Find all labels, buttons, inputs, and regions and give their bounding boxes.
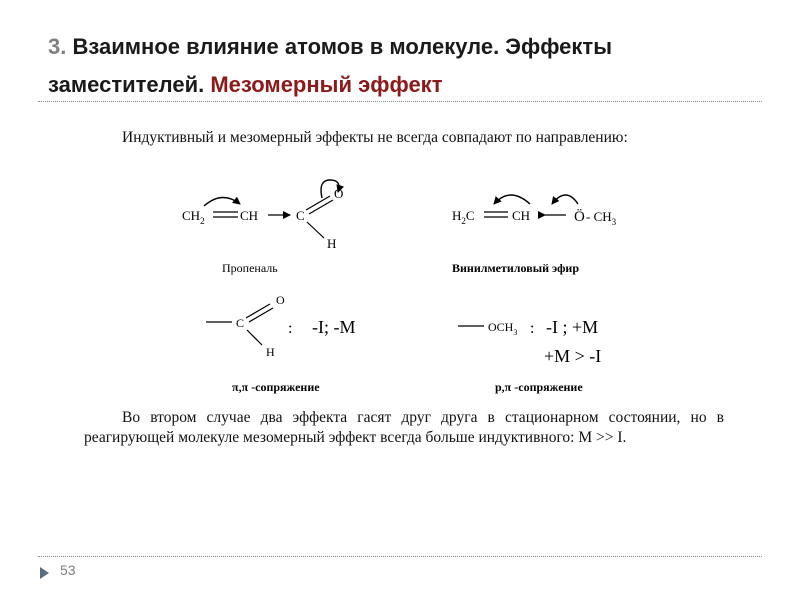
propenal-ch-bond xyxy=(307,222,324,238)
methoxy-caption: p,π -сопряжение xyxy=(495,380,583,394)
carbonyl-fragment xyxy=(206,293,356,394)
carbonyl-caption: π,π -сопряжение xyxy=(232,380,320,394)
methoxy-colon: : xyxy=(530,320,535,337)
title-text: Взаимное влияние атомов в молекуле. Эффекты заместителей. xyxy=(48,34,612,97)
vinyl-o-label: Ö xyxy=(574,209,585,225)
paragraph-intro: Индуктивный и мезомерный эффекты не всегда совпадают по направлению: xyxy=(122,129,628,146)
propenal-curved-arrow-1 xyxy=(204,197,240,206)
vinyl-ch3-label: - $CH_3$ xyxy=(586,209,617,227)
propenal-ch-label: CH xyxy=(240,208,259,223)
methoxy-och3-label: $OCH_3$ xyxy=(488,320,518,337)
carbonyl-o-label: O xyxy=(276,293,285,307)
triangle-bullet-icon xyxy=(40,567,49,579)
title-accent: Мезомерный эффект xyxy=(210,72,443,97)
carbonyl-colon: : xyxy=(288,320,293,337)
title-number: 3. xyxy=(48,34,67,59)
carbonyl-effects: -I; -M xyxy=(312,317,356,337)
page-number: 53 xyxy=(60,562,76,578)
vinyl-caption: Винилметиловый эфир xyxy=(452,261,579,275)
methoxy-fragment xyxy=(458,317,601,394)
propenal-caption: Пропеналь xyxy=(222,261,278,275)
propenal-o-label: O xyxy=(334,186,344,201)
vinyl-curved-arrow-1 xyxy=(494,195,530,204)
propenal-ch2-label: $CH_2$ xyxy=(182,208,205,226)
carbonyl-h-label: H xyxy=(266,345,275,359)
vinyl-curved-arrow-2 xyxy=(552,195,578,204)
propenal-c-label: C xyxy=(296,208,305,223)
vinyl-h2c-label: $H_2C$ xyxy=(452,208,475,226)
paragraph-conclusion: Во втором случае два эффекта гасят друг друга в стационарном состоянии, но в реагирующей молекуле мезомерный эффект всегда больше индуктивного: M >> I. xyxy=(84,409,724,446)
carbonyl-ch-bond xyxy=(247,330,262,345)
propenal-h-label: H xyxy=(327,236,337,251)
propenal-structure xyxy=(182,180,343,275)
methoxy-effects: -I ; +M xyxy=(546,317,599,337)
propenal-co-bond-2 xyxy=(309,200,333,214)
vinyl-ch-label: CH xyxy=(512,208,531,223)
vinyl-ether-structure xyxy=(452,195,617,275)
carbonyl-co-bond-1 xyxy=(246,304,270,318)
carbonyl-co-bond-2 xyxy=(249,308,273,322)
carbonyl-c-label: C xyxy=(236,316,245,330)
propenal-co-bond-1 xyxy=(306,196,330,210)
methoxy-comparison: +M > -I xyxy=(544,346,602,366)
bottom-divider xyxy=(38,556,762,557)
